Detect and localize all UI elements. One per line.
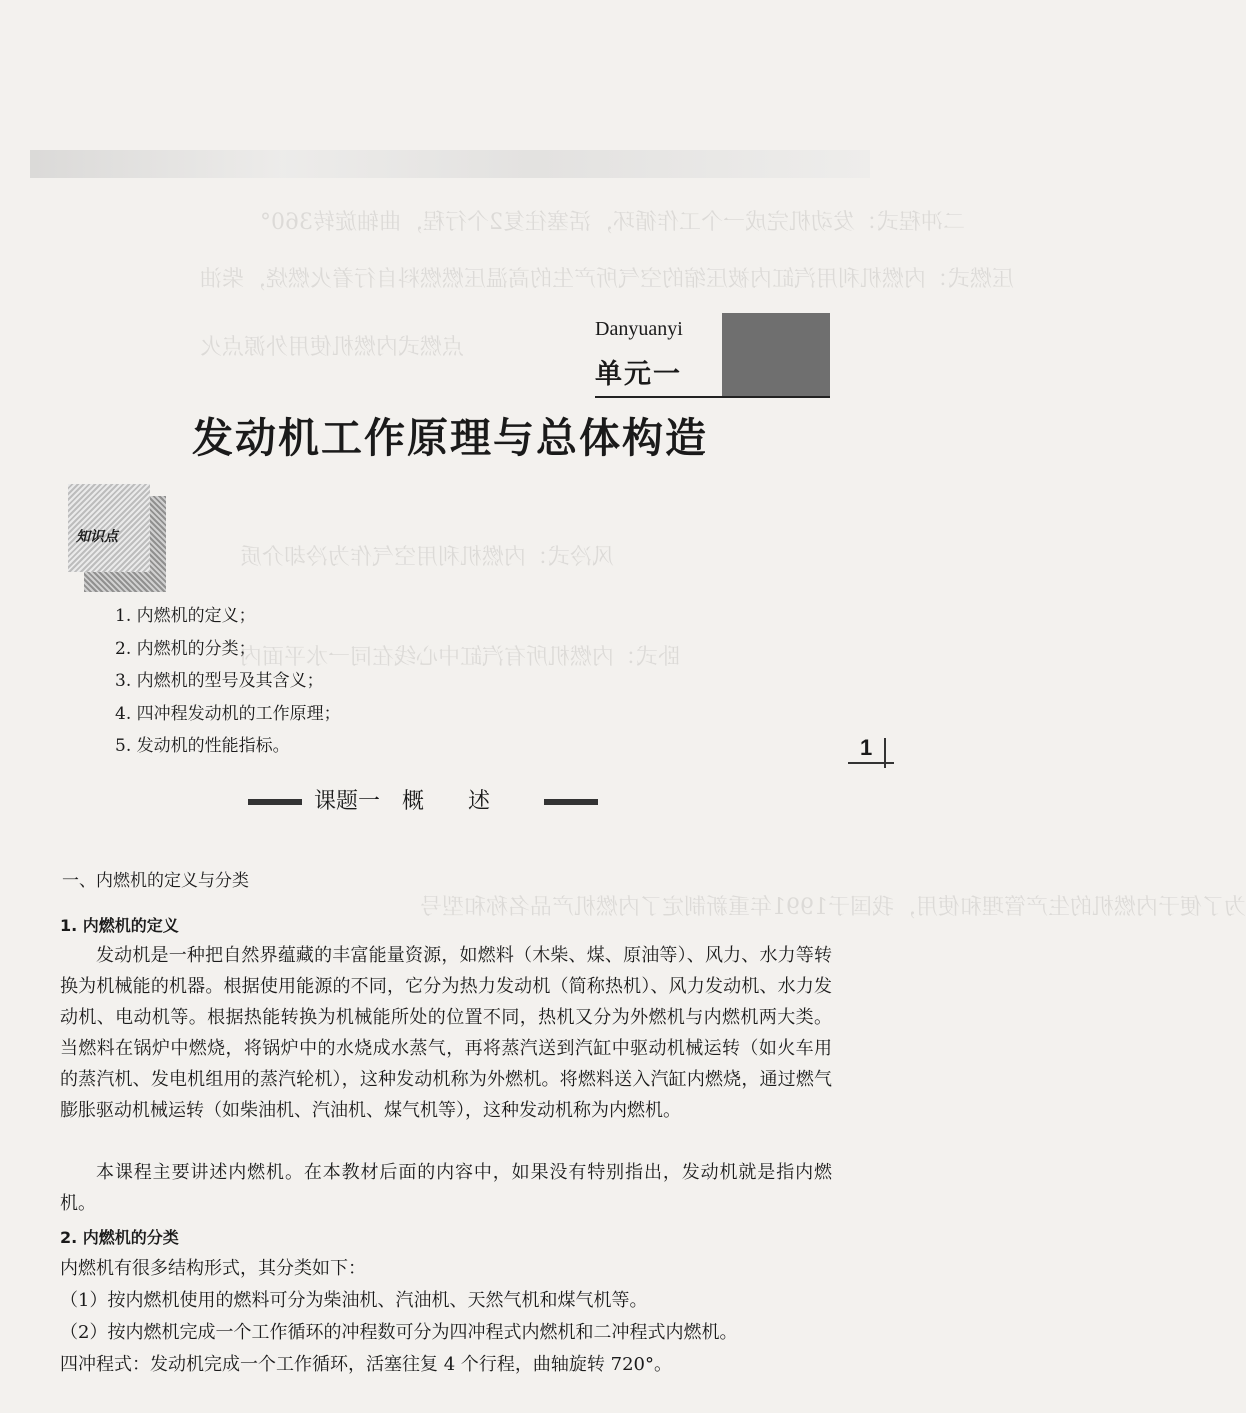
lesson-title: 概 述: [402, 789, 491, 814]
text-line: 内燃机有很多结构形式，其分类如下：: [60, 1258, 366, 1279]
page-number-tick: [884, 738, 886, 768]
unit-decor-box: [722, 313, 830, 397]
page-number: 1: [860, 735, 873, 760]
paragraph: 本课程主要讲述内燃机。在本教材后面的内容中，如果没有特别指出，发动机就是指内燃机。: [60, 1162, 832, 1214]
knowledge-point-item: 1. 内燃机的定义；: [115, 606, 256, 626]
lesson-label: 课题一: [314, 789, 381, 814]
knowledge-point-item: 5. 发动机的性能指标。: [115, 736, 290, 756]
text-line: （2）按内燃机完成一个工作循环的冲程数可分为四冲程式内燃机和二冲程式内燃机。: [60, 1322, 738, 1343]
knowledge-point-item: 3. 内燃机的型号及其含义；: [115, 671, 324, 691]
lesson-bar-left: [248, 799, 302, 805]
subsection-heading: 1. 内燃机的定义: [60, 916, 179, 935]
text-line: 四冲程式：发动机完成一个工作循环，活塞往复 4 个行程，曲轴旋转 720°。: [60, 1354, 672, 1375]
running-header-bleed: [30, 150, 870, 178]
lesson-text: [314, 784, 490, 815]
lesson-bar-right: [544, 799, 598, 805]
subsection-heading: 2. 内燃机的分类: [60, 1228, 179, 1247]
knowledge-points-list: [115, 600, 341, 763]
page-number-rule: [848, 762, 894, 764]
unit-pinyin: Danyuanyi: [595, 318, 683, 340]
unit-underline: [595, 396, 830, 398]
paragraph: 发动机是一种把自然界蕴藏的丰富能量资源，如燃料（木柴、煤、原油等）、风力、水力等转换为机械能的机器。根据使用能源的不同，它分为热力发动机（简称热机）、风力发动机、水力发动机、电动机等。根据热能转换为机械能所处的位置不同，热机又分为外燃机与内燃机两大类。当燃料在锅炉中燃烧，将锅炉中的水烧成水蒸气，再将蒸汽送到汽缸中驱动机械运转（如火车用的蒸汽机、发电机组用的蒸汽轮机），这种发动机称为外燃机。将燃料送入汽缸内燃烧，通过燃气膨胀驱动机械运转（如柴油机、汽油机、煤气机等），这种发动机称为内燃机。: [60, 945, 832, 1121]
unit-label: 单元一: [595, 359, 682, 390]
knowledge-point-item: 2. 内燃机的分类；: [115, 638, 256, 659]
knowledge-point-item: 4. 四冲程发动机的工作原理；: [115, 703, 341, 724]
lesson-heading: [248, 784, 598, 824]
knowledge-points-label: 知识点: [76, 529, 118, 545]
section-heading: 一、内燃机的定义与分类: [62, 871, 249, 891]
text-line: （1）按内燃机使用的燃料可分为柴油机、汽油机、天然气机和煤气机等。: [60, 1290, 648, 1311]
chapter-title: 发动机工作原理与总体构造: [192, 414, 708, 462]
knowledge-points-badge: [62, 474, 172, 594]
